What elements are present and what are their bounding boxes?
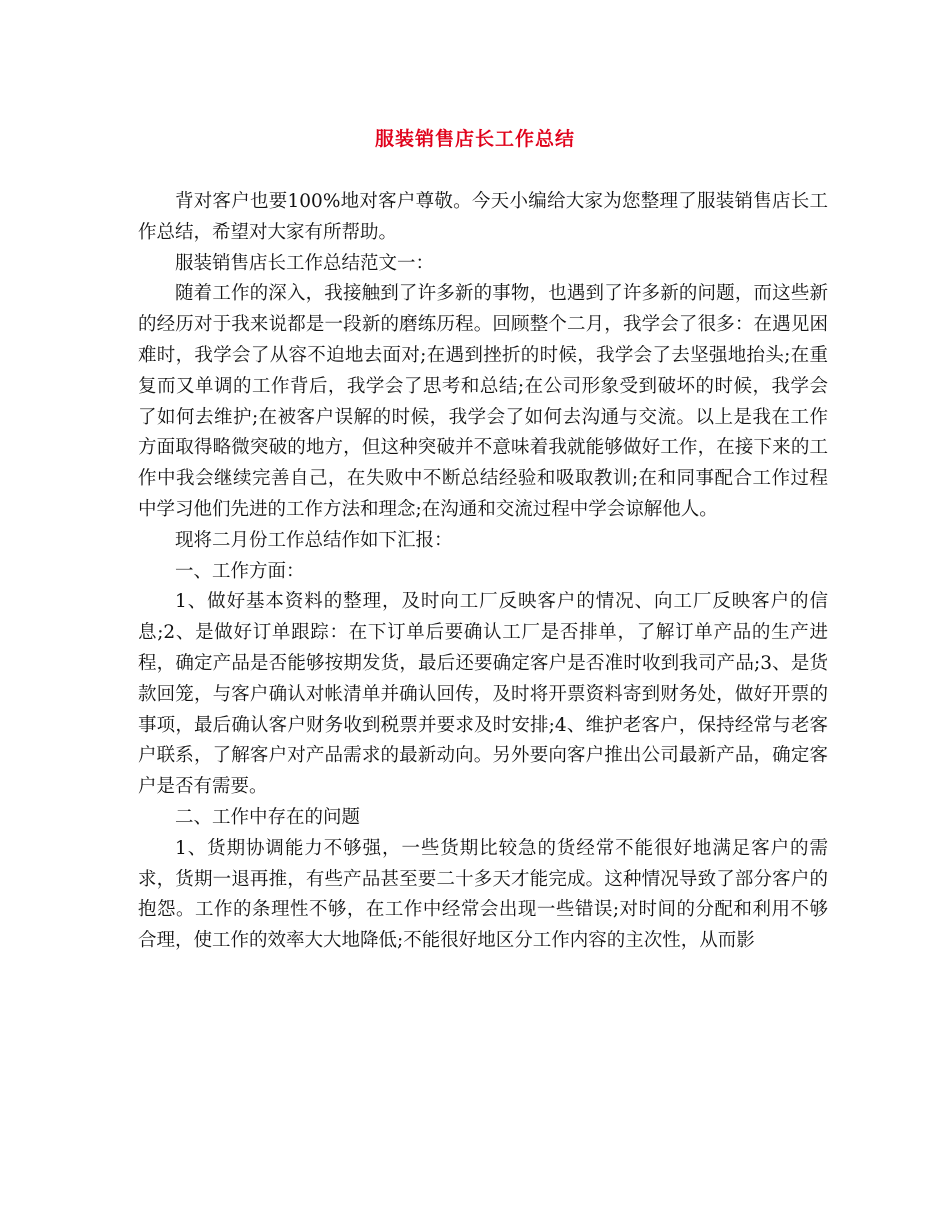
paragraph-intro: 背对客户也要100%地对客户尊敬。今天小编给大家为您整理了服装销售店长工作总结，希望对大家有所帮助。 [138, 191, 828, 243]
section-heading-problems: 二、工作中存在的问题 [175, 806, 361, 828]
paragraph-problems: 1、货期协调能力不够强，一些货期比较急的货经常不能很好地满足客户的需求，货期一退再推，有些产品甚至要二十多天才能完成。这种情况导致了部分客户的抱怨。工作的条理性不够，在工作中经常会出现一些错误;对时间的分配和利用不够合理，使工作的效率大大地降低;不能很好地区分工作内容的主次性，从而影 [138, 837, 828, 952]
paragraph-work-items: 1、做好基本资料的整理，及时向工厂反映客户的情况、向工厂反映客户的信息;2、是做好订单跟踪：在下订单后要确认工厂是否排单，了解订单产品的生产进程，确定产品是否能够按期发货，最后还要确定客户是否准时收到我司产品;3、是货款回笼，与客户确认对帐清单并确认回传，及时将开票资料寄到财务处，做好开票的事项，最后确认客户财务收到税票并要求及时安排;4、维护老客户，保持经常与老客户联系，了解客户对产品需求的最新动向。另外要向客户推出公司最新产品，确定客户是否有需要。 [138, 591, 828, 798]
paragraph-sample-heading: 服装销售店长工作总结范文一： [175, 252, 435, 274]
paragraph-report-intro: 现将二月份工作总结作如下汇报： [175, 529, 453, 551]
document-title: 服装销售店长工作总结 [374, 128, 575, 150]
paragraph-reflection: 随着工作的深入，我接触到了许多新的事物，也遇到了许多新的问题，而这些新的经历对于我来说都是一段新的磨练历程。回顾整个二月，我学会了很多：在遇见困难时，我学会了从容不迫地去面对;在遇到挫折的时候，我学会了去坚强地抬头;在重复而又单调的工作背后，我学会了思考和总结;在公司形象受到破坏的时候，我学会了如何去维护;在被客户误解的时候，我学会了如何去沟通与交流。以上是我在工作方面取得略微突破的地方，但这种突破并不意味着我就能够做好工作，在接下来的工作中我会继续完善自己，在失败中不断总结经验和吸取教训;在和同事配合工作过程中学习他们先进的工作方法和理念;在沟通和交流过程中学会谅解他人。 [138, 283, 828, 520]
document-body [138, 187, 828, 957]
section-heading-work: 一、工作方面： [175, 560, 305, 582]
